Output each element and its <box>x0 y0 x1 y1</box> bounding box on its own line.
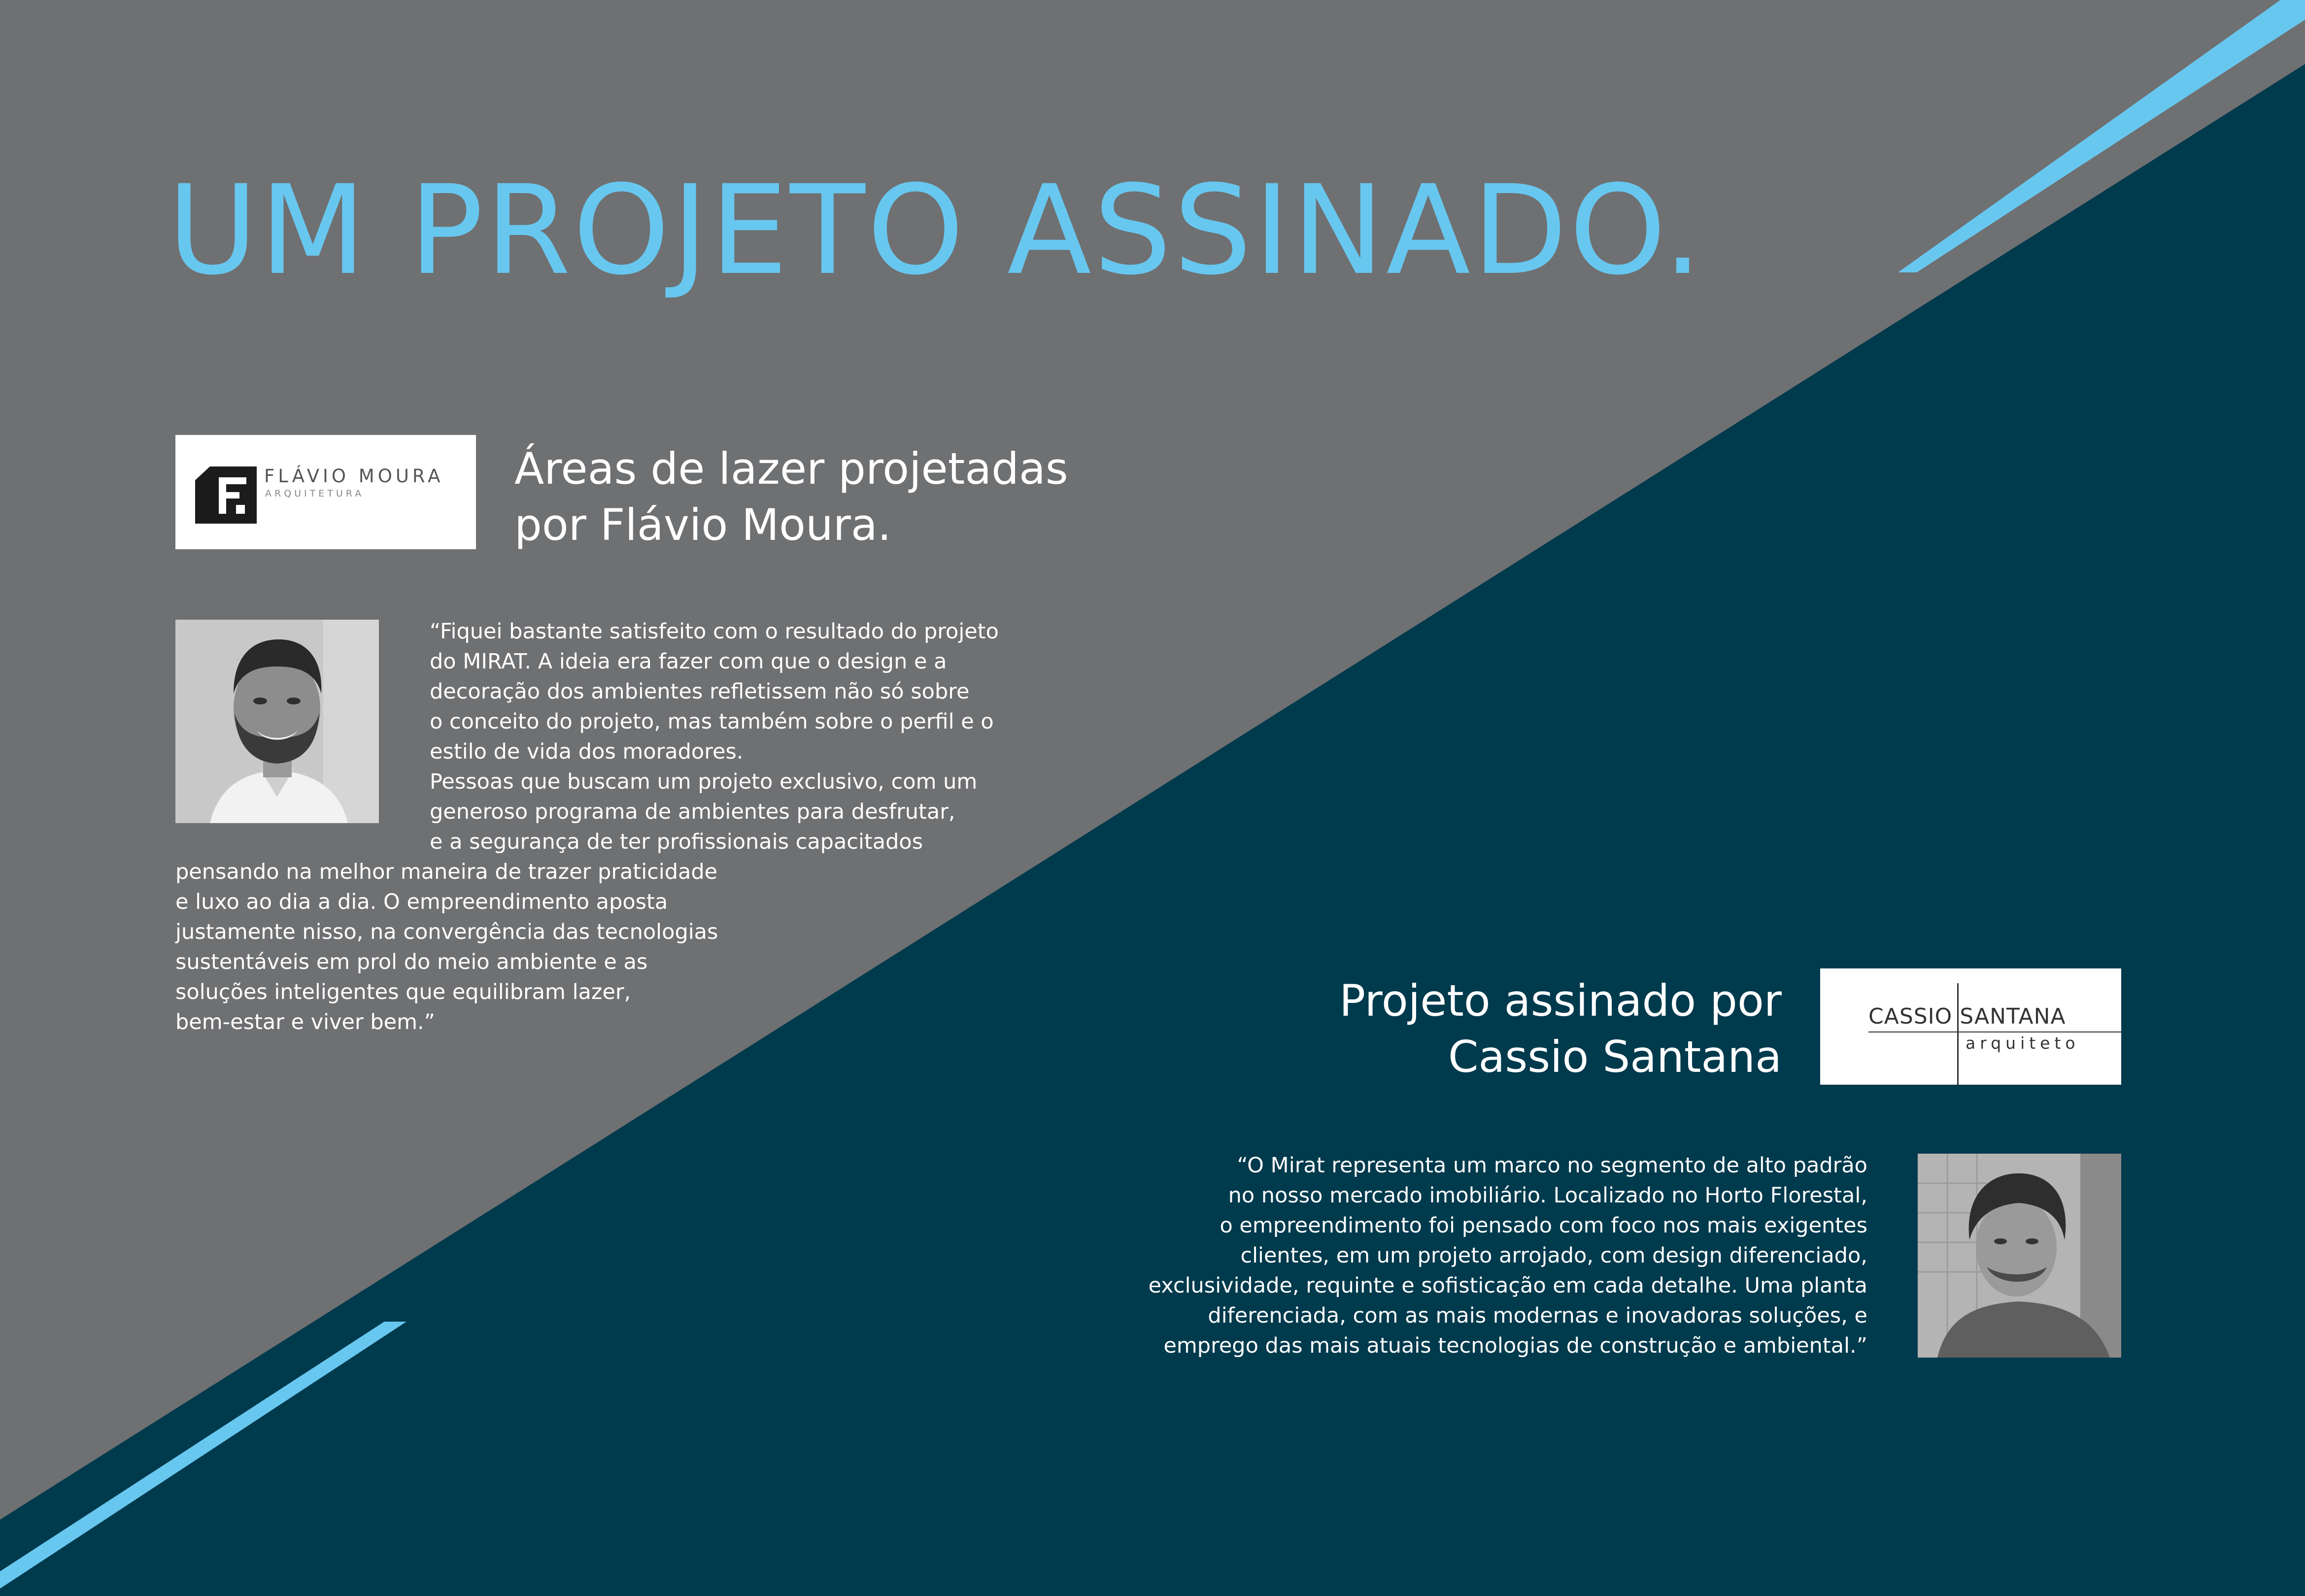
cassio-quote-line: emprego das mais atuais tecnologias de construção e ambiental.” <box>1163 1333 1867 1358</box>
flavio-quote-line: o conceito do projeto, mas também sobre o perfil e o <box>430 709 994 734</box>
flavio-quote-line: “Fiquei bastante satisfeito com o resultado do projeto <box>430 619 999 644</box>
flavio-quote <box>175 617 999 1037</box>
cassio-santana-logo <box>1820 968 2121 1085</box>
f-monogram-icon <box>195 466 257 524</box>
cassio-quote-line: “O Mirat representa um marco no segmento de alto padrão <box>1237 1153 1867 1178</box>
flavio-heading <box>514 441 1068 553</box>
flavio-quote-line: do MIRAT. A ideia era fazer com que o design e a <box>430 649 947 674</box>
flavio-quote-line: justamente nisso, na convergência das tecnologias <box>175 920 718 944</box>
flavio-quote-line: estilo de vida dos moradores. <box>430 739 744 764</box>
flavio-quote-line: decoração dos ambientes refletissem não só sobre <box>430 679 970 704</box>
cassio-heading-line: Cassio Santana <box>1448 1031 1782 1082</box>
cassio-logo-rule <box>1868 1031 2122 1032</box>
flavio-heading-line: Áreas de lazer projetadas <box>514 443 1068 494</box>
cassio-heading-line: Projeto assinado por <box>1339 975 1782 1026</box>
cassio-quote <box>1149 1151 1867 1361</box>
cassio-quote-line: clientes, em um projeto arrojado, com design diferenciado, <box>1240 1243 1867 1268</box>
cassio-santana-logo-name: CASSIO SANTANA <box>1868 1004 2066 1029</box>
cassio-quote-line: o empreendimento foi pensado com foco nos mais exigentes <box>1220 1213 1867 1238</box>
page-title: UM PROJETO ASSINADO. <box>168 159 1704 302</box>
cassio-portrait-image <box>1918 1154 2121 1358</box>
flavio-quote-line: generoso programa de ambientes para desfrutar, <box>430 799 955 824</box>
flavio-quote-line: e a segurança de ter profissionais capacitados <box>430 830 923 854</box>
cassio-heading <box>1339 973 1782 1085</box>
flavio-quote-line: soluções inteligentes que equilibram lazer, <box>175 980 631 1004</box>
flavio-quote-line: pensando na melhor maneira de trazer praticidade <box>175 860 718 884</box>
flavio-moura-logo-sub: ARQUITETURA <box>265 488 365 499</box>
cassio-logo-divider <box>1957 983 1959 1085</box>
flavio-moura-logo <box>175 435 476 549</box>
cassio-quote-line: diferenciada, com as mais modernas e inovadoras soluções, e <box>1208 1303 1867 1328</box>
flavio-quote-line: Pessoas que buscam um projeto exclusivo, com um <box>430 769 978 794</box>
flavio-moura-logo-name: FLÁVIO MOURA <box>264 466 444 487</box>
flavio-quote-line: sustentáveis em prol do meio ambiente e as <box>175 950 648 974</box>
flavio-quote-line: bem-estar e viver bem.” <box>175 1010 435 1034</box>
cassio-quote-line: no nosso mercado imobiliário. Localizado no Horto Florestal, <box>1228 1183 1867 1208</box>
cassio-quote-line: exclusividade, requinte e sofisticação em cada detalhe. Uma planta <box>1148 1273 1867 1298</box>
cassio-santana-logo-sub: arquiteto <box>1966 1033 2080 1053</box>
cassio-santana-photo <box>1918 1154 2121 1358</box>
flavio-heading-line: por Flávio Moura. <box>514 499 891 550</box>
flavio-quote-line: e luxo ao dia a dia. O empreendimento aposta <box>175 890 668 914</box>
